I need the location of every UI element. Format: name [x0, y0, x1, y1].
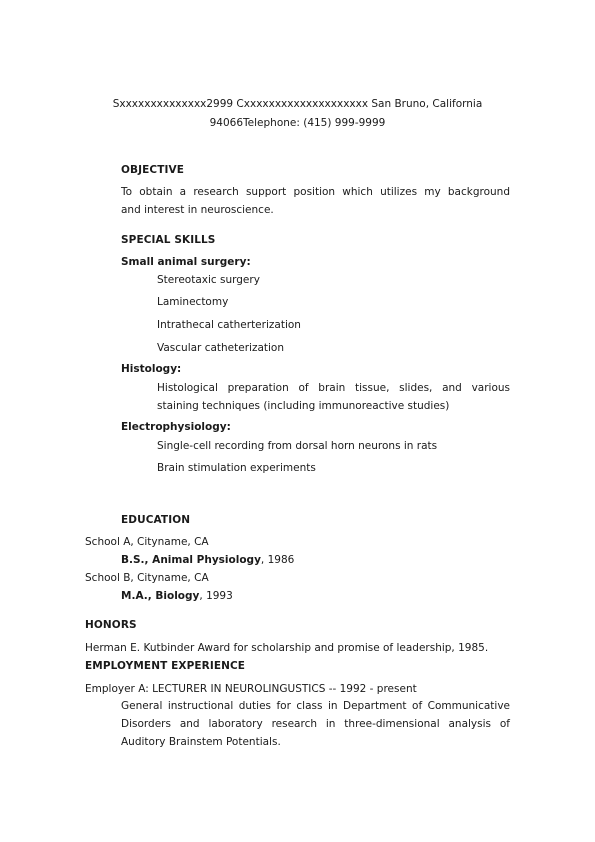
objective-text-line-1: To obtain a research support position which utilizes my background — [121, 186, 510, 198]
contact-phone-line: 94066Telephone: (415) 999-9999 — [209, 117, 386, 129]
employment-title: Employer A: LECTURER IN NEUROLINGUSTICS -- 1992 - present — [85, 683, 417, 695]
objective-text-line-2: and interest in neuroscience. — [121, 204, 274, 216]
education-degree-line — [121, 553, 294, 567]
contact-address-line: Sxxxxxxxxxxxxxx2999 Cxxxxxxxxxxxxxxxxxxxx San Bruno, California — [112, 98, 483, 110]
education-degree: B.S., Animal Physiology — [121, 554, 261, 566]
employment-desc-line-2: Disorders and laboratory research in three-dimensional analysis of — [121, 718, 510, 730]
histology-title: Histology: — [121, 363, 182, 375]
skill-item: Laminectomy — [157, 296, 229, 308]
histology-text-line-1: Histological preparation of brain tissue, slides, and various — [157, 382, 510, 394]
skill-item: Intrathecal catherterization — [157, 319, 301, 331]
education-year: , 1986 — [260, 554, 295, 566]
skill-item: Brain stimulation experiments — [157, 462, 316, 474]
honors-heading: HONORS — [85, 619, 137, 631]
education-heading: EDUCATION — [121, 514, 191, 526]
education-school: School A, Cityname, CA — [85, 536, 209, 548]
skill-item: Vascular catheterization — [157, 342, 285, 354]
employment-heading: EMPLOYMENT EXPERIENCE — [85, 660, 246, 672]
education-year: , 1993 — [199, 590, 233, 602]
objective-heading: OBJECTIVE — [121, 164, 184, 176]
small-animal-surgery-title: Small animal surgery: — [121, 256, 251, 268]
employment-desc-line-1: General instructional duties for class in Department of Communicative — [121, 700, 510, 712]
electrophysiology-title: Electrophysiology: — [121, 421, 231, 433]
histology-text-line-2: staining techniques (including immunoreactive studies) — [157, 400, 450, 412]
special-skills-heading: SPECIAL SKILLS — [121, 234, 216, 246]
education-degree-line — [121, 589, 233, 603]
skill-item: Single-cell recording from dorsal horn neurons in rats — [157, 440, 438, 452]
honors-text: Herman E. Kutbinder Award for scholarship and promise of leadership, 1985. — [85, 642, 489, 654]
education-school: School B, Cityname, CA — [85, 572, 209, 584]
education-degree: M.A., Biology — [121, 590, 200, 602]
skill-item: Stereotaxic surgery — [157, 274, 260, 286]
employment-desc-line-3: Auditory Brainstem Potentials. — [121, 736, 281, 748]
